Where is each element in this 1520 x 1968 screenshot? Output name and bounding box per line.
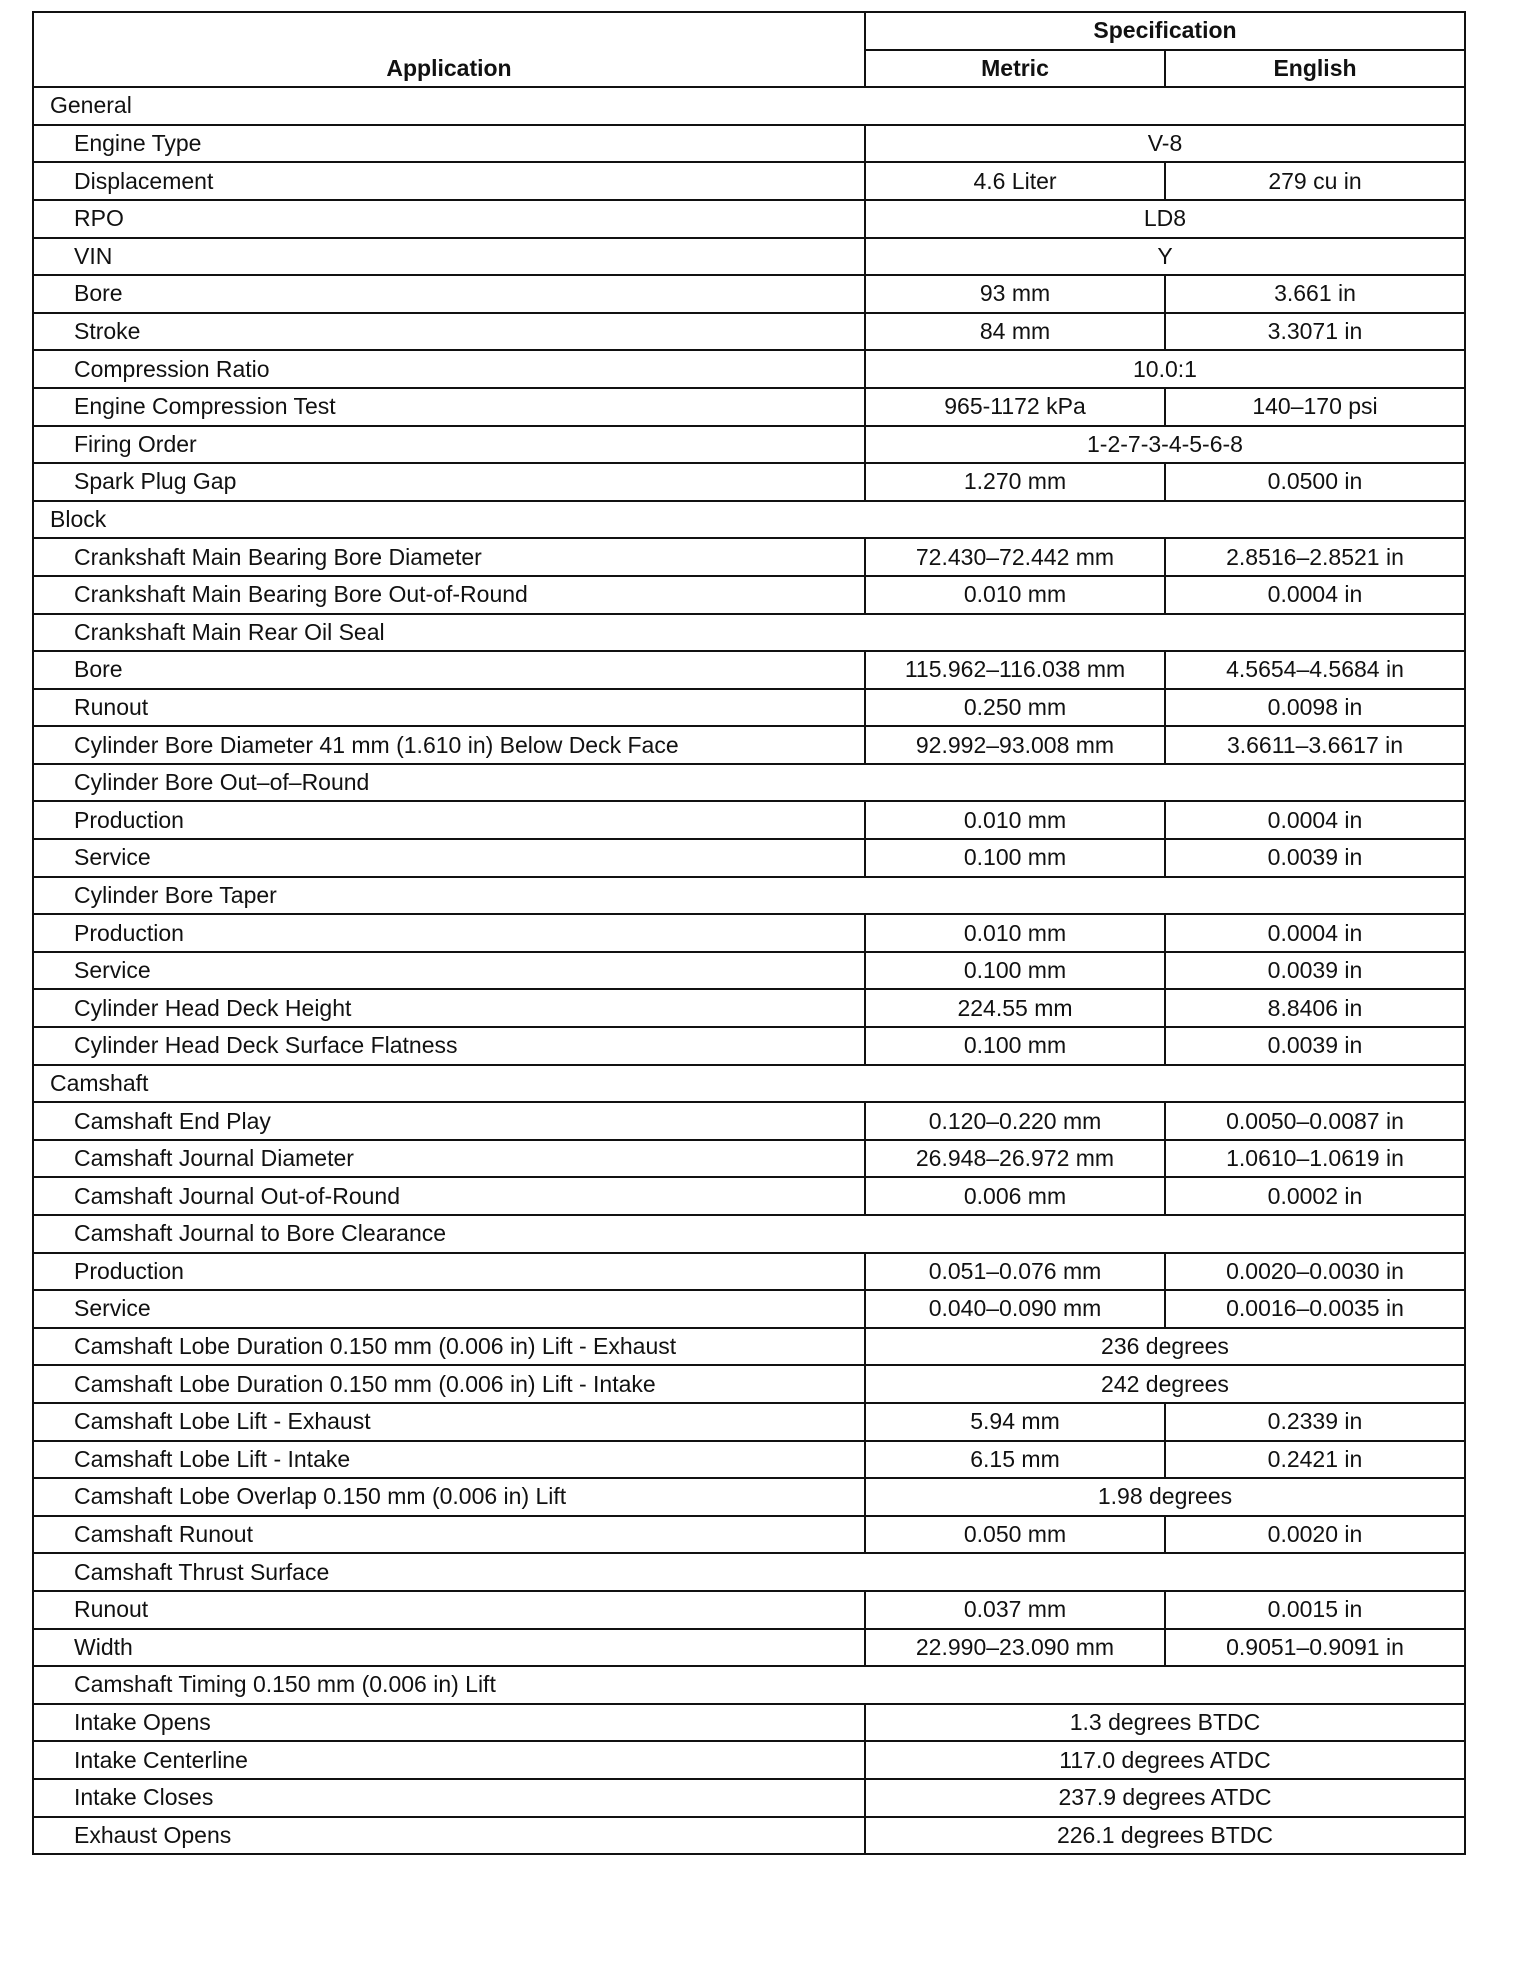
section-title: General	[33, 87, 1465, 125]
application-cell: Camshaft Lobe Lift - Intake	[33, 1441, 865, 1479]
application-cell: Compression Ratio	[33, 350, 865, 388]
english-value-cell: 4.5654–4.5684 in	[1165, 651, 1465, 689]
table-row	[33, 463, 1465, 501]
english-value-cell: 0.0039 in	[1165, 952, 1465, 990]
application-cell: Camshaft Journal Out-of-Round	[33, 1177, 865, 1215]
english-value-cell: 0.0004 in	[1165, 801, 1465, 839]
application-cell: VIN	[33, 238, 865, 276]
header-row-1	[33, 12, 1465, 50]
metric-value-cell: 0.010 mm	[865, 914, 1165, 952]
table-row	[33, 1441, 1465, 1479]
section-title: Block	[33, 501, 1465, 539]
spec-value-cell: 236 degrees	[865, 1328, 1465, 1366]
subheading-label: Camshaft Timing 0.150 mm (0.006 in) Lift	[33, 1666, 1465, 1704]
table-row	[33, 726, 1465, 764]
application-cell: Bore	[33, 275, 865, 313]
metric-value-cell: 22.990–23.090 mm	[865, 1629, 1165, 1667]
metric-value-cell: 5.94 mm	[865, 1403, 1165, 1441]
metric-value-cell: 0.010 mm	[865, 576, 1165, 614]
table-row	[33, 1591, 1465, 1629]
table-row	[33, 1177, 1465, 1215]
metric-value-cell: 0.006 mm	[865, 1177, 1165, 1215]
application-cell: Width	[33, 1629, 865, 1667]
table-row	[33, 801, 1465, 839]
table-row	[33, 1403, 1465, 1441]
english-value-cell: 0.0020–0.0030 in	[1165, 1253, 1465, 1291]
application-cell: Cylinder Head Deck Height	[33, 989, 865, 1027]
application-cell: Stroke	[33, 313, 865, 351]
spec-value-cell: 10.0:1	[865, 350, 1465, 388]
section-row	[33, 1065, 1465, 1103]
table-row	[33, 1365, 1465, 1403]
table-row	[33, 1629, 1465, 1667]
application-cell: Camshaft Lobe Overlap 0.150 mm (0.006 in) Lift	[33, 1478, 865, 1516]
table-row	[33, 1328, 1465, 1366]
spec-value-cell: 226.1 degrees BTDC	[865, 1817, 1465, 1855]
metric-value-cell: 224.55 mm	[865, 989, 1165, 1027]
metric-value-cell: 72.430–72.442 mm	[865, 538, 1165, 576]
application-cell: Bore	[33, 651, 865, 689]
metric-value-cell: 0.010 mm	[865, 801, 1165, 839]
subheading-label: Cylinder Bore Out–of–Round	[33, 764, 1465, 802]
metric-value-cell: 84 mm	[865, 313, 1165, 351]
english-value-cell: 0.9051–0.9091 in	[1165, 1629, 1465, 1667]
english-value-cell: 0.2421 in	[1165, 1441, 1465, 1479]
spec-value-cell: 237.9 degrees ATDC	[865, 1779, 1465, 1817]
metric-value-cell: 0.100 mm	[865, 952, 1165, 990]
table-row	[33, 839, 1465, 877]
metric-value-cell: 0.037 mm	[865, 1591, 1165, 1629]
application-cell: Runout	[33, 689, 865, 727]
metric-value-cell: 0.100 mm	[865, 1027, 1165, 1065]
table-row	[33, 125, 1465, 163]
english-header: English	[1165, 50, 1465, 88]
english-value-cell: 140–170 psi	[1165, 388, 1465, 426]
english-value-cell: 0.0098 in	[1165, 689, 1465, 727]
application-cell: Intake Closes	[33, 1779, 865, 1817]
english-value-cell: 8.8406 in	[1165, 989, 1465, 1027]
section-row	[33, 501, 1465, 539]
table-row	[33, 1478, 1465, 1516]
table-row	[33, 1741, 1465, 1779]
specification-header: Specification	[865, 12, 1465, 50]
table-row	[33, 388, 1465, 426]
subheading-label: Cylinder Bore Taper	[33, 877, 1465, 915]
application-cell: RPO	[33, 200, 865, 238]
table-row	[33, 313, 1465, 351]
application-header: Application	[33, 12, 865, 87]
table-row	[33, 426, 1465, 464]
application-cell: Displacement	[33, 162, 865, 200]
subheading-row	[33, 614, 1465, 652]
application-cell: Runout	[33, 1591, 865, 1629]
table-row	[33, 162, 1465, 200]
spec-value-cell: 1-2-7-3-4-5-6-8	[865, 426, 1465, 464]
subheading-label: Camshaft Journal to Bore Clearance	[33, 1215, 1465, 1253]
english-value-cell: 3.6611–3.6617 in	[1165, 726, 1465, 764]
english-value-cell: 3.661 in	[1165, 275, 1465, 313]
table-row	[33, 651, 1465, 689]
english-value-cell: 0.0002 in	[1165, 1177, 1465, 1215]
table-row	[33, 200, 1465, 238]
application-cell: Service	[33, 952, 865, 990]
subheading-row	[33, 1666, 1465, 1704]
metric-value-cell: 0.120–0.220 mm	[865, 1102, 1165, 1140]
spec-value-cell: 117.0 degrees ATDC	[865, 1741, 1465, 1779]
english-value-cell: 0.0004 in	[1165, 914, 1465, 952]
application-cell: Production	[33, 801, 865, 839]
table-row	[33, 914, 1465, 952]
english-value-cell: 0.0004 in	[1165, 576, 1465, 614]
metric-header: Metric	[865, 50, 1165, 88]
english-value-cell: 0.0020 in	[1165, 1516, 1465, 1554]
subheading-row	[33, 764, 1465, 802]
spec-value-cell: 242 degrees	[865, 1365, 1465, 1403]
metric-value-cell: 0.100 mm	[865, 839, 1165, 877]
table-row	[33, 1253, 1465, 1291]
metric-value-cell: 0.051–0.076 mm	[865, 1253, 1165, 1291]
english-value-cell: 0.0500 in	[1165, 463, 1465, 501]
english-value-cell: 0.2339 in	[1165, 1403, 1465, 1441]
table-row	[33, 989, 1465, 1027]
application-cell: Spark Plug Gap	[33, 463, 865, 501]
english-value-cell: 0.0039 in	[1165, 839, 1465, 877]
application-cell: Firing Order	[33, 426, 865, 464]
table-row	[33, 238, 1465, 276]
metric-value-cell: 965-1172 kPa	[865, 388, 1165, 426]
table-row	[33, 1140, 1465, 1178]
subheading-row	[33, 877, 1465, 915]
table-row	[33, 1290, 1465, 1328]
application-cell: Intake Opens	[33, 1704, 865, 1742]
spec-value-cell: 1.98 degrees	[865, 1478, 1465, 1516]
spec-value-cell: V-8	[865, 125, 1465, 163]
english-value-cell: 0.0015 in	[1165, 1591, 1465, 1629]
table-row	[33, 350, 1465, 388]
metric-value-cell: 92.992–93.008 mm	[865, 726, 1165, 764]
application-cell: Camshaft End Play	[33, 1102, 865, 1140]
metric-value-cell: 1.270 mm	[865, 463, 1165, 501]
english-value-cell: 279 cu in	[1165, 162, 1465, 200]
application-cell: Engine Compression Test	[33, 388, 865, 426]
metric-value-cell: 26.948–26.972 mm	[865, 1140, 1165, 1178]
section-title: Camshaft	[33, 1065, 1465, 1103]
metric-value-cell: 93 mm	[865, 275, 1165, 313]
table-row	[33, 1027, 1465, 1065]
table-row	[33, 1516, 1465, 1554]
application-cell: Engine Type	[33, 125, 865, 163]
table-row	[33, 1102, 1465, 1140]
spec-value-cell: LD8	[865, 200, 1465, 238]
subheading-label: Camshaft Thrust Surface	[33, 1553, 1465, 1591]
english-value-cell: 1.0610–1.0619 in	[1165, 1140, 1465, 1178]
spec-value-cell: Y	[865, 238, 1465, 276]
application-cell: Production	[33, 1253, 865, 1291]
application-cell: Camshaft Journal Diameter	[33, 1140, 865, 1178]
application-cell: Exhaust Opens	[33, 1817, 865, 1855]
english-value-cell: 0.0016–0.0035 in	[1165, 1290, 1465, 1328]
spec-table-container	[32, 11, 1464, 1855]
table-body	[33, 87, 1465, 1854]
section-row	[33, 87, 1465, 125]
application-cell: Production	[33, 914, 865, 952]
table-row	[33, 538, 1465, 576]
table-row	[33, 689, 1465, 727]
subheading-row	[33, 1215, 1465, 1253]
application-cell: Service	[33, 839, 865, 877]
english-value-cell: 2.8516–2.8521 in	[1165, 538, 1465, 576]
table-row	[33, 1779, 1465, 1817]
engine-spec-table	[32, 11, 1466, 1855]
metric-value-cell: 6.15 mm	[865, 1441, 1165, 1479]
english-value-cell: 0.0039 in	[1165, 1027, 1465, 1065]
table-header	[33, 12, 1465, 87]
metric-value-cell: 0.040–0.090 mm	[865, 1290, 1165, 1328]
table-row	[33, 275, 1465, 313]
subheading-label: Crankshaft Main Rear Oil Seal	[33, 614, 1465, 652]
application-cell: Camshaft Lobe Lift - Exhaust	[33, 1403, 865, 1441]
application-cell: Intake Centerline	[33, 1741, 865, 1779]
application-cell: Camshaft Lobe Duration 0.150 mm (0.006 in) Lift - Exhaust	[33, 1328, 865, 1366]
subheading-row	[33, 1553, 1465, 1591]
application-cell: Service	[33, 1290, 865, 1328]
metric-value-cell: 0.250 mm	[865, 689, 1165, 727]
application-cell: Cylinder Bore Diameter 41 mm (1.610 in) Below Deck Face	[33, 726, 865, 764]
table-row	[33, 1704, 1465, 1742]
table-row	[33, 1817, 1465, 1855]
application-cell: Cylinder Head Deck Surface Flatness	[33, 1027, 865, 1065]
metric-value-cell: 4.6 Liter	[865, 162, 1165, 200]
english-value-cell: 0.0050–0.0087 in	[1165, 1102, 1465, 1140]
spec-value-cell: 1.3 degrees BTDC	[865, 1704, 1465, 1742]
application-cell: Crankshaft Main Bearing Bore Out-of-Round	[33, 576, 865, 614]
application-cell: Camshaft Lobe Duration 0.150 mm (0.006 in) Lift - Intake	[33, 1365, 865, 1403]
metric-value-cell: 0.050 mm	[865, 1516, 1165, 1554]
english-value-cell: 3.3071 in	[1165, 313, 1465, 351]
table-row	[33, 576, 1465, 614]
application-cell: Crankshaft Main Bearing Bore Diameter	[33, 538, 865, 576]
table-row	[33, 952, 1465, 990]
application-cell: Camshaft Runout	[33, 1516, 865, 1554]
metric-value-cell: 115.962–116.038 mm	[865, 651, 1165, 689]
